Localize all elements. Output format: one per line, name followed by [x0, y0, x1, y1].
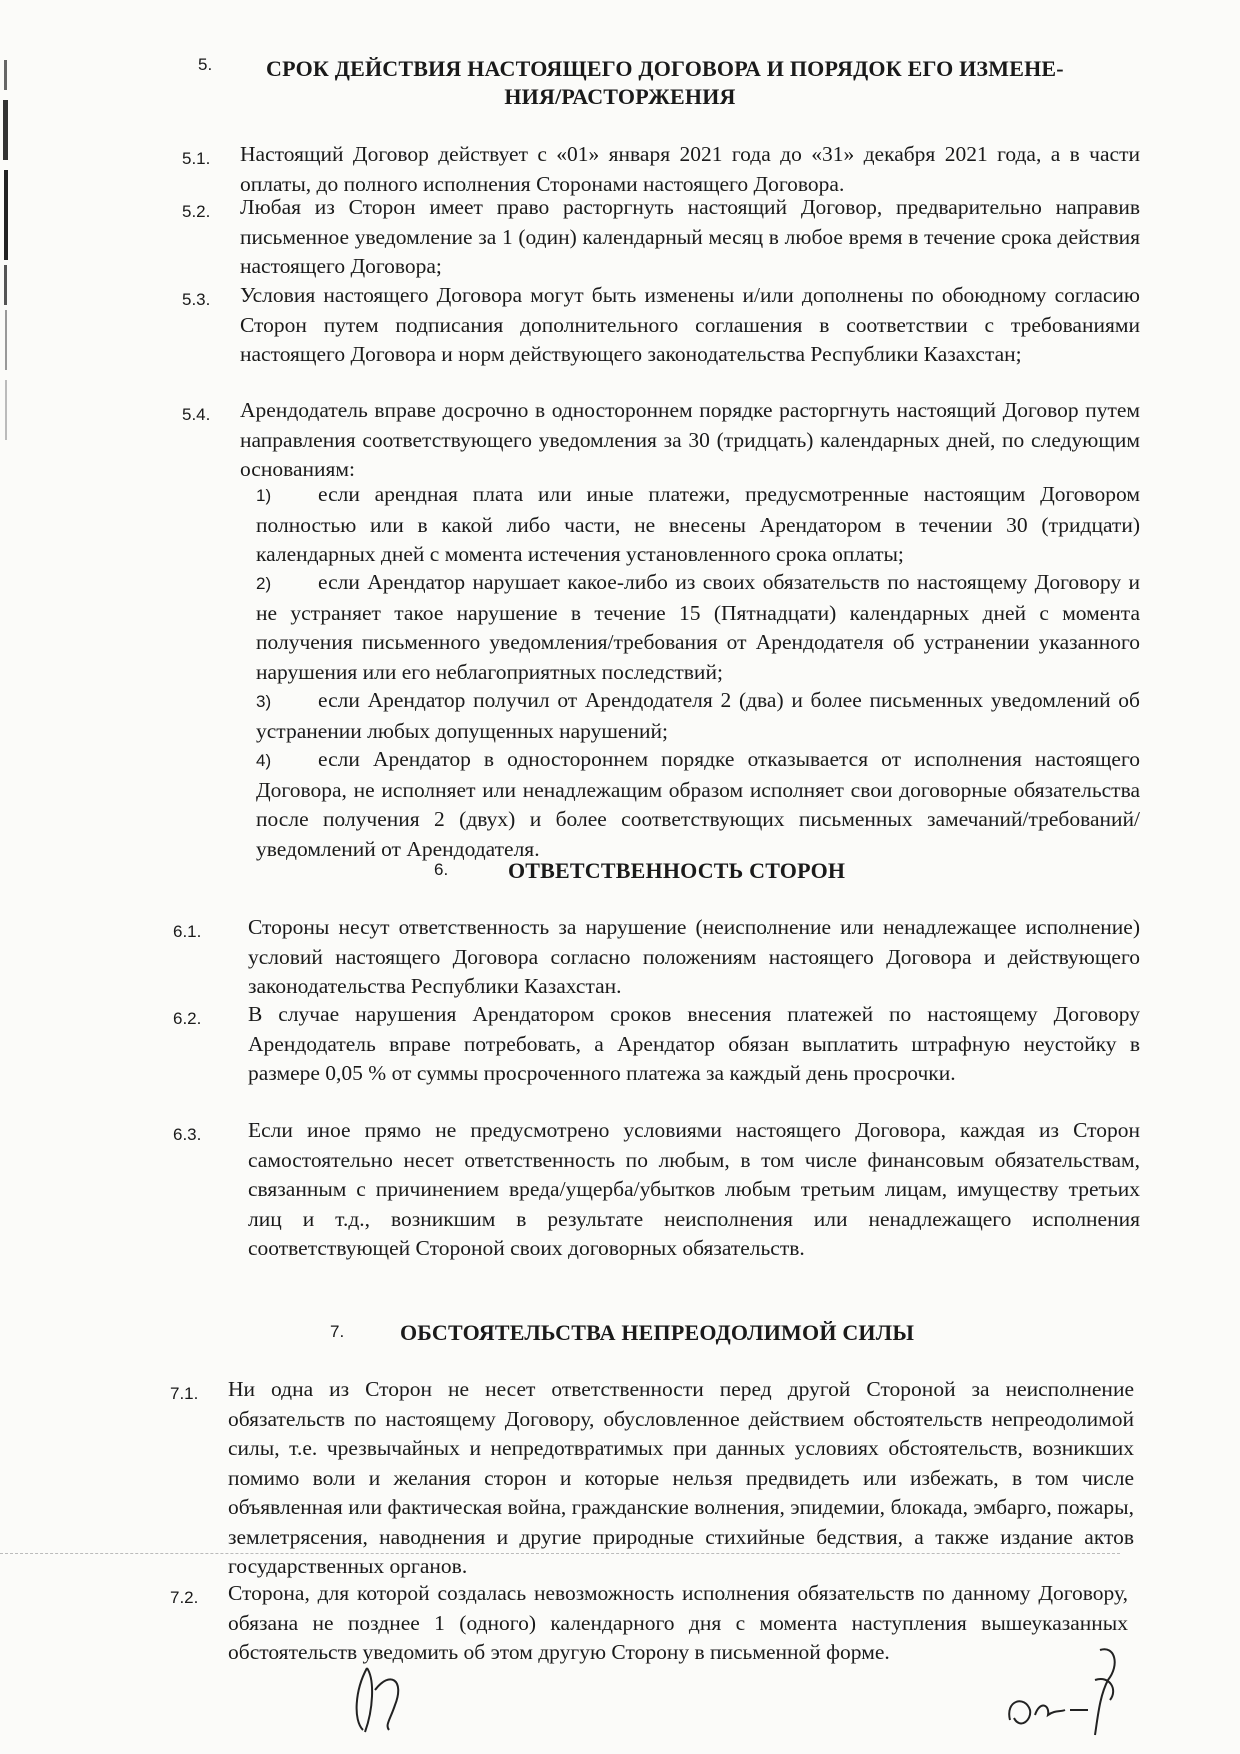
clause-number: 7.1. — [170, 1384, 199, 1403]
clause-text: Арендодатель вправе досрочно в одностороннем порядке расторгнуть настоящий Договор путем направления соответствующего уведомления за 30 (тридцать) календарных дней, по следующим основаниям: — [240, 398, 1140, 481]
clause-number: 7.2. — [170, 1588, 199, 1607]
clause-number: 5.1. — [182, 149, 211, 168]
clause-number: 6.1. — [173, 922, 202, 941]
scan-edge-marks — [2, 60, 12, 460]
subclause-text: если арендная плата или иные платежи, предусмотренные настоящим Договором полностью или в какой либо части, не внесены Арендатором в течении 30 (тридцати) календарных дней с момента истечения установленного срока оплаты; — [256, 482, 1140, 566]
subclause-number: 3) — [256, 692, 272, 711]
section-5-number: 5. — [198, 55, 213, 74]
section-5-title-line1: СРОК ДЕЙСТВИЯ НАСТОЯЩЕГО ДОГОВОРА И ПОРЯДОК ЕГО ИЗМЕНЕ- — [266, 56, 1064, 81]
section-7-number: 7. — [330, 1322, 345, 1341]
clause-text: В случае нарушения Арендатором сроков внесения платежей по настоящему Договору Арендодатель вправе потребовать, а Арендатор обязан выплатить штрафную неустойку в размере 0,05 % от суммы просроченного платежа за каждый день просрочки. — [248, 1002, 1140, 1085]
clause-number: 5.4. — [182, 405, 211, 424]
subclause-3 — [256, 686, 1140, 746]
subclause-number: 2) — [256, 574, 272, 593]
clause-text: Условия настоящего Договора могут быть изменены и/или дополнены по обоюдному согласию Сторон путем подписания дополнительного соглашения в соответствии с требованиями настоящего Договора и норм действующего законодательства Республики Казахстан; — [240, 283, 1140, 366]
subclause-text: если Арендатор нарушает какое-либо из своих обязательств по настоящему Договору и не устраняет такое нарушение в течение 15 (Пятнадцати) календарных дней с момента получения письменного уведомления/требования от Арендодателя об устранении указанного нарушения или его неблагоприятных последствий; — [256, 570, 1140, 684]
clause-number: 5.2. — [182, 202, 211, 221]
clause-text: Сторона, для которой создалась невозможность исполнения обязательств по данному Договору, обязана не позднее 1 (одного) календарного дня с момента наступления вышеуказанных обстоятельств уведомить об этом другую Сторону в письменной форме. — [228, 1581, 1128, 1664]
section-6-title: ОТВЕТСТВЕННОСТЬ СТОРОН — [508, 858, 846, 883]
subclause-number: 4) — [256, 751, 272, 770]
signature-right-icon — [1000, 1640, 1130, 1740]
clause-number: 5.3. — [182, 290, 211, 309]
clause-text: Стороны несут ответственность за нарушение (неисполнение или ненадлежащее исполнение) условий настоящего Договора согласно положениям настоящего Договора и действующего законодательства Республики Казахстан. — [248, 915, 1140, 998]
scan-dotted-line — [0, 1553, 1120, 1554]
signature-left-icon — [345, 1660, 425, 1740]
clause-text: Любая из Сторон имеет право расторгнуть настоящий Договор, предварительно направив письменное уведомление за 1 (один) календарный месяц в любое время в течение срока действия настоящего Договора; — [240, 195, 1140, 278]
clause-text: Настоящий Договор действует с «01» января 2021 года до «31» декабря 2021 года, а в части оплаты, до полного исполнения Сторонами настоящего Договора. — [240, 142, 1140, 196]
subclause-1 — [256, 480, 1140, 570]
subclause-number: 1) — [256, 486, 272, 505]
clause-number: 6.2. — [173, 1009, 202, 1028]
subclause-text: если Арендатор получил от Арендодателя 2 (два) и более письменных уведомлений об устранении любых допущенных нарушений; — [256, 688, 1140, 743]
clause-text: Если иное прямо не предусмотрено условиями настоящего Договора, каждая из Сторон самостоятельно несет ответственность по любым, в том числе финансовым обязательствам, связанным с причинением вреда/ущерба/убытков любым третьим лицам, имуществу третьих лиц и т.д., возникшим в результате неисполнения или ненадлежащего исполнения соответствующей Стороной своих договорных обязательств. — [248, 1118, 1140, 1260]
section-5-title-line2: НИЯ/РАСТОРЖЕНИЯ — [504, 84, 736, 109]
subclause-text: если Арендатор в одностороннем порядке отказывается от исполнения настоящего Договора, не исполняет или ненадлежащим образом исполняет свои договорные обязательства после получения 2 (двух) и более соответствующих письменных замечаний/требований/ уведомлений от Арендодателя. — [256, 747, 1140, 861]
section-6-number: 6. — [434, 860, 449, 879]
subclause-2 — [256, 568, 1140, 687]
subclause-4 — [256, 745, 1140, 864]
clause-text: Ни одна из Сторон не несет ответственности перед другой Стороной за неисполнение обязательств по настоящему Договору, обусловленное действием обстоятельств непреодолимой силы, т.е. чрезвычайных и непредотвратимых при данных условиях обстоятельств, возникших помимо воли и желания сторон и которые нельзя предвидеть или избежать, в том числе объявленная или фактическая война, гражданские волнения, эпидемии, блокада, эмбарго, пожары, землетрясения, наводнения и другие природные стихийные бедствия, а также издание актов государственных органов. — [228, 1377, 1134, 1578]
clause-number: 6.3. — [173, 1125, 202, 1144]
section-7-title: ОБСТОЯТЕЛЬСТВА НЕПРЕОДОЛИМОЙ СИЛЫ — [400, 1320, 915, 1345]
